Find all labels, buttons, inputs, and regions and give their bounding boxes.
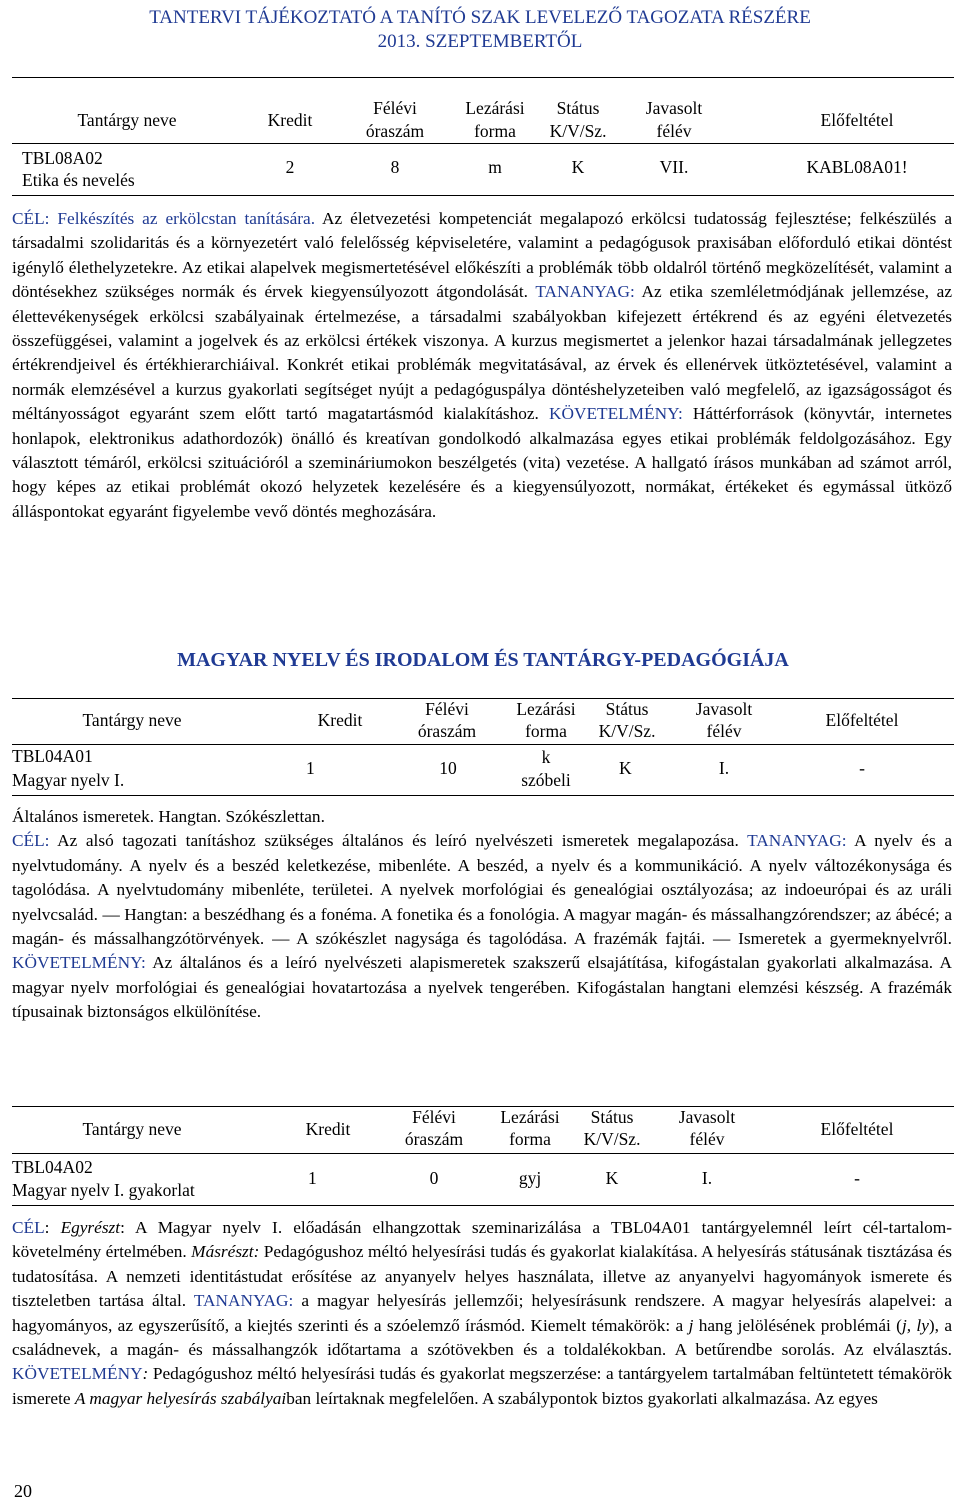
col-status-2: K/V/Sz. [598, 721, 656, 741]
course-credit: 1 [308, 1168, 317, 1188]
text-kovetelmeny: Háttérforrások (könyvtár, internetes honlapok, elektronikus adathordozók) önálló és kreatívan gondolkodó alkalmazása egyes etikai problémák feldolgozásához. Egy választott témáról, erkölcsi szituációról a szemináriumokon beszélgetés (vita) vezetése. A hallgató írásos munkában ad számot arról, hogy képes az etikai problémát okozó helyzetek kezelésére és a kiegyensúlyozott, normákat, értékeket és egymással ütköző álláspontokat egyaránt figyelembe vevő döntés meghozására. [12, 404, 952, 521]
col-form-1: Lezárási [500, 1107, 560, 1127]
col-prereq: Előfeltétel [825, 710, 899, 730]
course-form: m [488, 157, 502, 177]
col-hours-2: óraszám [404, 1129, 464, 1149]
col-name: Tantárgy neve [82, 1119, 182, 1139]
table-rule [12, 744, 954, 745]
col-form-1: Lezárási [516, 699, 576, 719]
text-j: j [688, 1315, 694, 1335]
course-form: gyj [518, 1168, 542, 1188]
course-status: K [619, 758, 632, 778]
col-status-2: K/V/Sz. [549, 121, 607, 141]
col-hours-1: Félévi [412, 1107, 456, 1127]
label-kovetelmeny: KÖVETELMÉNY [12, 1364, 143, 1384]
text-kovetelmeny-2: ban leírtaknak megfelelően. A szabálypontok biztos gyakorlati alkalmazása. Az egyes [286, 1388, 878, 1408]
col-hours-1: Félévi [425, 699, 469, 719]
col-name: Tantárgy neve [77, 110, 177, 130]
label-cel: CÉL: [12, 209, 50, 228]
label-kovetelmeny: KÖVETELMÉNY: [12, 953, 146, 973]
col-form-2: forma [509, 1129, 551, 1149]
table-rule [12, 795, 954, 796]
col-hours-2: óraszám [365, 121, 425, 141]
table-rule [12, 195, 954, 196]
col-credit: Kredit [267, 110, 313, 130]
text-tananyag: Az etika szemléletmódjának jellemzése, az élettevékenységek erkölcsi szabályainak értelmezése, a társadalmi szabályokban kifejezett értékrend és az egyéni életvezetés összefüggései, valamint a jogelvek és az erkölcsi értékek viszonya. A kurzus megismertet a jelenkor hazai társadalmának jellegzetes értékrendjeivel és értékhierarchiáival. Konkrét etikai problémák megvitatásával, az érvek és ellenérvek ütköztetésével, valamint a normák elemzésével a kurzus gyakorlati segítséget nyújt a pedagóguspálya döntéshelyzeteiben való megfelelő, az igazságosságot és méltányosságot egyaránt szem előtt tartó magatartásmód kialakításhoz. [12, 282, 952, 424]
page-number: 20 [14, 1481, 32, 1501]
text-kovetelmeny: Pedagógushoz méltó helyesírási tudás és gyakorlat megszerzése: a tantárgyelem tartalmában feltüntetett témakörök ismerete [12, 1364, 952, 1408]
section-title: MAGYAR NYELV ÉS IRODALOM ÉS TANTÁRGY-PEDAGÓGIÁJA [177, 649, 789, 671]
course-prereq: - [854, 1168, 860, 1188]
course-status: K [605, 1168, 619, 1188]
col-form-2: forma [525, 721, 567, 741]
col-semester-2: félév [689, 1129, 725, 1149]
table-rule [12, 1153, 954, 1154]
text-colon: : [142, 1364, 149, 1384]
text-cel-3: Pedagógushoz méltó helyesírási tudás és gyakorlat kialakítása. A helyesírás státusának tisztázása és tudatosítása. A nemzeti identitástudat erősítése az anyanyelv helyes használata, illetve az anyanyelvi hagyományok ismerete és tiszteletben tartása által. [12, 1242, 952, 1311]
course-name: Magyar nyelv I. [12, 770, 125, 790]
col-semester-1: Javasolt [645, 98, 703, 118]
col-credit: Kredit [317, 710, 363, 730]
text-tananyag: A nyelv és a nyelvtudomány. A nyelv és a beszéd keletkezése, mibenléte. A beszéd, a nyelv és a kommunikáció. A nyelv változékonysága és tagolódása. A nyelvtudomány mibenléte, területei. A nyelvek morfológiai és genealógiai osztályozása; az indoeurópai és az uráli nyelvcsalád. ― Hangtan: a beszédhang és a fonéma. A fonetika és a fonológia. A magyar magán- és mássalhangzórendszer; az ábécé; a magán- és mássalhangzótörvények. ― A szókészlet nagysága és tagolódása. A frazémák fajtái. ― Ismeretek a gyermeknyelvről. [12, 831, 952, 949]
course-hours: 0 [429, 1168, 439, 1188]
course-form-2: szóbeli [521, 770, 571, 790]
col-form-2: forma [474, 121, 516, 141]
course-hours: 10 [439, 758, 457, 778]
text-goal: Az életvezetési kompetenciát megalapozó erkölcsi tudatosság fejlesztése; felkészülés a társadalmi szolidaritás és a környezetért való felelősség képviseletére, valamint a pedagógusok praxisában előforduló etikai döntést igénylő élethelyzetekre. Az etikai alapelvek megismertetésével előkészíti a problémák több oldalról történő megközelítését, valamint a döntésekhez szükséges normák és érvek kiegyensúlyozott átgondolását. [12, 209, 952, 302]
col-hours-2: óraszám [417, 721, 477, 741]
course-name: Etika és nevelés [22, 170, 135, 190]
course-description-ethics [12, 207, 952, 524]
course-code: TBL08A02 [22, 148, 103, 168]
course-code: TBL04A01 [12, 746, 93, 766]
text-j-ly: j, ly [901, 1315, 929, 1335]
course-description-hungarian-1-practice [12, 1216, 952, 1411]
course-form-1: k [541, 747, 551, 767]
col-prereq: Előfeltétel [820, 1119, 894, 1139]
header-rule [12, 77, 954, 78]
col-hours-1: Félévi [373, 98, 417, 118]
text-kovetelmeny: Az általános és a leíró nyelvészeti alapismeretek szakszerű elsajátítása, kifogástalan gyakorlati alkalmazása. A magyar nyelv morfológiai és genealógiai hovatartozása a nyelvek tengerében. Kifogástalan hangtani elemzési készség. A frazémák típusainak biztonságos elkülönítése. [12, 953, 952, 1022]
course-semester: I. [718, 758, 730, 778]
text-cel: Felkészítés az erkölcstan tanítására. [49, 209, 323, 228]
course-semester: I. [701, 1168, 713, 1188]
label-cel: CÉL [12, 1218, 45, 1237]
text-tananyag-2: hang jelölésének problémái ( [693, 1315, 902, 1335]
label-kovetelmeny: KÖVETELMÉNY: [549, 404, 683, 424]
course-table-hungarian-1-practice [12, 1106, 954, 1206]
course-status: K [571, 157, 585, 177]
label-cel: CÉL: [12, 831, 50, 851]
course-code: TBL04A02 [12, 1157, 93, 1177]
text-cel-2: : A Magyar nyelv I. előadásán elhangzottak szeminarizálása a TBL04A01 tantárgyelemnél leírt cél-tartalom-követelmény értelmében. [12, 1218, 952, 1262]
course-table-hungarian-1 [12, 698, 954, 798]
label-tananyag: TANANYAG: [535, 282, 635, 302]
course-name: Magyar nyelv I. gyakorlat [12, 1180, 195, 1200]
course-semester: VII. [659, 157, 689, 177]
text-masreszt: Másrészt: [191, 1242, 260, 1262]
course-description-hungarian-1 [12, 805, 952, 1025]
col-semester-2: félév [656, 121, 692, 141]
label-tananyag: TANANYAG: [193, 1291, 294, 1311]
course-credit: 2 [285, 157, 295, 177]
table-rule [12, 1205, 954, 1206]
text-tananyag-3: ), a családnevek, a magán- és mássalhangzók időtartama a szótövekben és a toldalékokban. A betűrendbe sorolás. Az elválasztás. [12, 1315, 952, 1360]
text-egyreszt: Egyrészt [60, 1218, 121, 1237]
text-cel: : [44, 1218, 61, 1237]
col-status-1: Státus [605, 699, 649, 719]
text-tananyag: a magyar helyesírás jellemzői; helyesírásunk rendszere. A magyar helyesírás alapelvei: a hagyományos, az egyszerűsítő, a kiejtés szerinti és a szóelemző írásmód. Kiemelt témakörök: a [12, 1291, 952, 1335]
header-line-2: 2013. SZEPTEMBERTŐL [377, 31, 583, 52]
label-tananyag: TANANYAG: [747, 831, 847, 851]
course-prereq: - [859, 758, 865, 778]
col-prereq: Előfeltétel [820, 110, 894, 130]
table-rule [12, 143, 954, 144]
course-credit: 1 [306, 758, 315, 778]
col-status-1: Státus [590, 1107, 634, 1127]
col-status-1: Státus [556, 98, 600, 118]
course-prereq: KABL08A01! [806, 157, 908, 177]
col-semester-1: Javasolt [678, 1107, 736, 1127]
col-status-2: K/V/Sz. [583, 1129, 641, 1149]
text-book-title: A magyar helyesírás szabályai [74, 1388, 287, 1408]
course-table-ethics [12, 96, 954, 196]
col-name: Tantárgy neve [82, 710, 182, 730]
text-intro: Általános ismeretek. Hangtan. Szókészlettan. [12, 807, 325, 826]
course-hours: 8 [390, 157, 400, 177]
text-cel: Az alsó tagozati tanításhoz szükséges általános és leíró nyelvészeti ismeretek megalapozása. [49, 831, 748, 851]
col-credit: Kredit [305, 1119, 351, 1139]
col-semester-2: félév [706, 721, 742, 741]
header-line-1: TANTERVI TÁJÉKOZTATÓ A TANÍTÓ SZAK LEVELEZŐ TAGOZATA RÉSZÉRE [149, 7, 811, 28]
col-semester-1: Javasolt [695, 699, 753, 719]
col-form-1: Lezárási [465, 98, 525, 118]
